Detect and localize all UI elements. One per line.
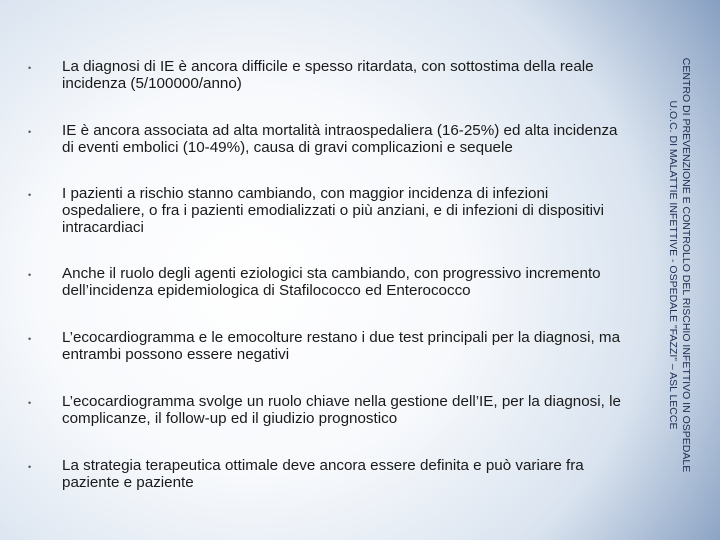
bullet-text: La strategia terapeutica ottimale deve ancora essere definita e può variare fra paziente e paziente xyxy=(62,457,584,491)
bullet-marker: • xyxy=(28,63,32,73)
bullet-item xyxy=(28,122,628,156)
bullet-item xyxy=(28,329,628,363)
bullet-item xyxy=(28,58,628,92)
side-caption-line-1: CENTRO DI PREVENZIONE E CONTROLLO DEL RISCHIO INFETTIVO IN OSPEDALE xyxy=(680,57,692,473)
bullet-marker: • xyxy=(28,334,32,344)
bullet-text: I pazienti a rischio stanno cambiando, con maggior incidenza di infezioni ospedaliere, o fra i pazienti emodializzati o più anziani, e di infezioni di dispositivi intracardiaci xyxy=(62,185,604,236)
bullet-marker: • xyxy=(28,398,32,408)
bullet-text: La diagnosi di IE è ancora difficile e spesso ritardata, con sottostima della reale incidenza (5/100000/anno) xyxy=(62,58,594,92)
bullet-text: L’ecocardiogramma svolge un ruolo chiave nella gestione dell’IE, per la diagnosi, le complicanze, il follow-up ed il giudizio prognostico xyxy=(62,393,621,427)
side-caption xyxy=(666,26,692,504)
side-caption-line-2: U.O.C. DI MALATTIE INFETTIVE - OSPEDALE "FAZZI" – ASL LECCE xyxy=(667,100,679,430)
bullet-marker: • xyxy=(28,462,32,472)
bullet-item xyxy=(28,265,628,299)
bullet-item xyxy=(28,185,628,236)
bullet-marker: • xyxy=(28,190,32,200)
bullet-text: L’ecocardiogramma e le emocolture restano i due test principali per la diagnosi, ma entrambi possono essere negativi xyxy=(62,329,621,363)
bullet-item xyxy=(28,393,628,427)
bullet-marker: • xyxy=(28,127,32,137)
bullet-item xyxy=(28,457,628,491)
bullet-text: Anche il ruolo degli agenti eziologici sta cambiando, con progressivo incremento dell’incidenza epidemiologica di Stafilococco ed Enterococco xyxy=(62,265,601,299)
bullet-list xyxy=(28,58,628,491)
bullet-marker: • xyxy=(28,270,32,280)
bullet-text: IE è ancora associata ad alta mortalità intraospedaliera (16-25%) ed alta incidenza di eventi embolici (10-49%), causa di gravi complicazioni e sequele xyxy=(62,122,618,156)
